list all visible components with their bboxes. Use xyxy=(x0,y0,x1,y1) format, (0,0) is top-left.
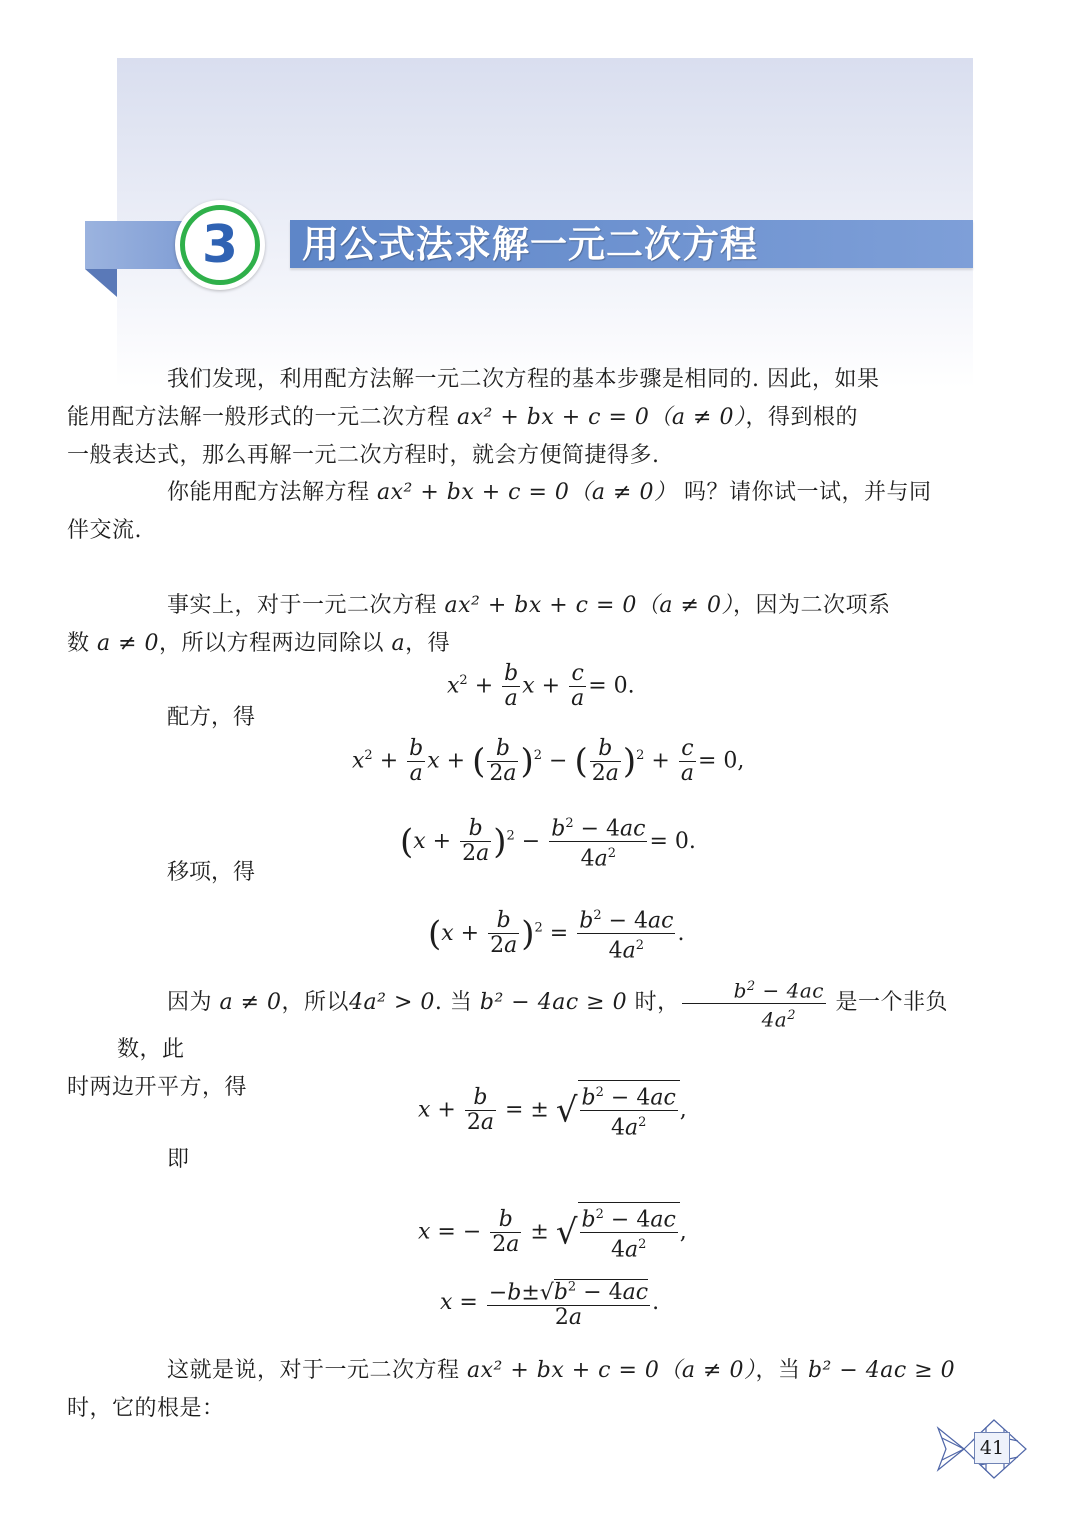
section-badge xyxy=(175,200,265,290)
equation-quadratic-formula: x = $\frac{-b\pm√b^2 - 4ac}{2a}$ . xyxy=(440,1276,659,1330)
paragraph-derivation: 事实上，对于一元二次方程 ax² + bx + c = 0（a ≠ 0），因为二次项系 数 a ≠ 0，所以方程两边同除以 a，得 xyxy=(67,593,891,656)
equation-square-form: (x + $\frac{b}{2a}$ )$^2$ − $\frac{b^2 - 4ac}{4a^2}$ = 0. xyxy=(400,812,696,872)
ribbon-fold xyxy=(85,269,117,297)
equation-square-root: x + $\frac{b}{2a}$ = ± √ $\frac{b^2 - 4ac}{4a^2}$ , xyxy=(418,1080,687,1141)
label-complete-square: 配方，得 xyxy=(167,705,256,730)
paragraph-discriminant: 因为 a ≠ 0，所以4a² > 0. 当 b² − 4ac ≥ 0 时， $\frac{b^2 - 4ac}{4a^2}$ 是一个非负数，此 时两边开平方，得 xyxy=(117,975,967,1107)
label-that-is: 即 xyxy=(167,1147,190,1172)
equation-complete-square: $x^2$ + $\frac{b}{a}$ x + ( $\frac{b}{2a}$ )$^2$ − ( $\frac{b}{2a}$ )$^2$ + $\frac{c}{a}$ = 0, xyxy=(352,736,745,786)
paragraph-intro: 我们发现，利用配方法解一元二次方程的基本步骤是相同的. 因此，如果 能用配方法解一般形式的一元二次方程 ax² + bx + c = 0（a ≠ 0），得到根的 一般表达式，那么再解一元二次方程时，就会方便简捷得多. xyxy=(67,367,880,468)
section-title: 用公式法求解一元二次方程 xyxy=(302,223,758,266)
section-number: 3 xyxy=(180,205,260,285)
paragraph-conclusion: 这就是说，对于一元二次方程 ax² + bx + c = 0（a ≠ 0），当 b² − 4ac ≥ 0 时，它的根是： xyxy=(67,1358,956,1421)
equation-solution-step: x = − $\frac{b}{2a}$ ± √ $\frac{b^2 - 4ac}{4a^2}$ , xyxy=(418,1202,687,1263)
page-number: 41 xyxy=(974,1432,1010,1464)
paragraph-question: 你能用配方法解方程 ax² + bx + c = 0（a ≠ 0） 吗？请你试一试，并与同 伴交流. xyxy=(67,480,932,543)
equation-transposed: (x + $\frac{b}{2a}$ )$^2$ = $\frac{b^2 - 4ac}{4a^2}$ . xyxy=(428,904,684,964)
label-transpose: 移项，得 xyxy=(167,860,256,885)
page-number-ornament xyxy=(934,1414,1030,1484)
equation-divided: $x^2$ + $\frac{b}{a}$ x + $\frac{c}{a}$ = 0. xyxy=(447,661,635,711)
